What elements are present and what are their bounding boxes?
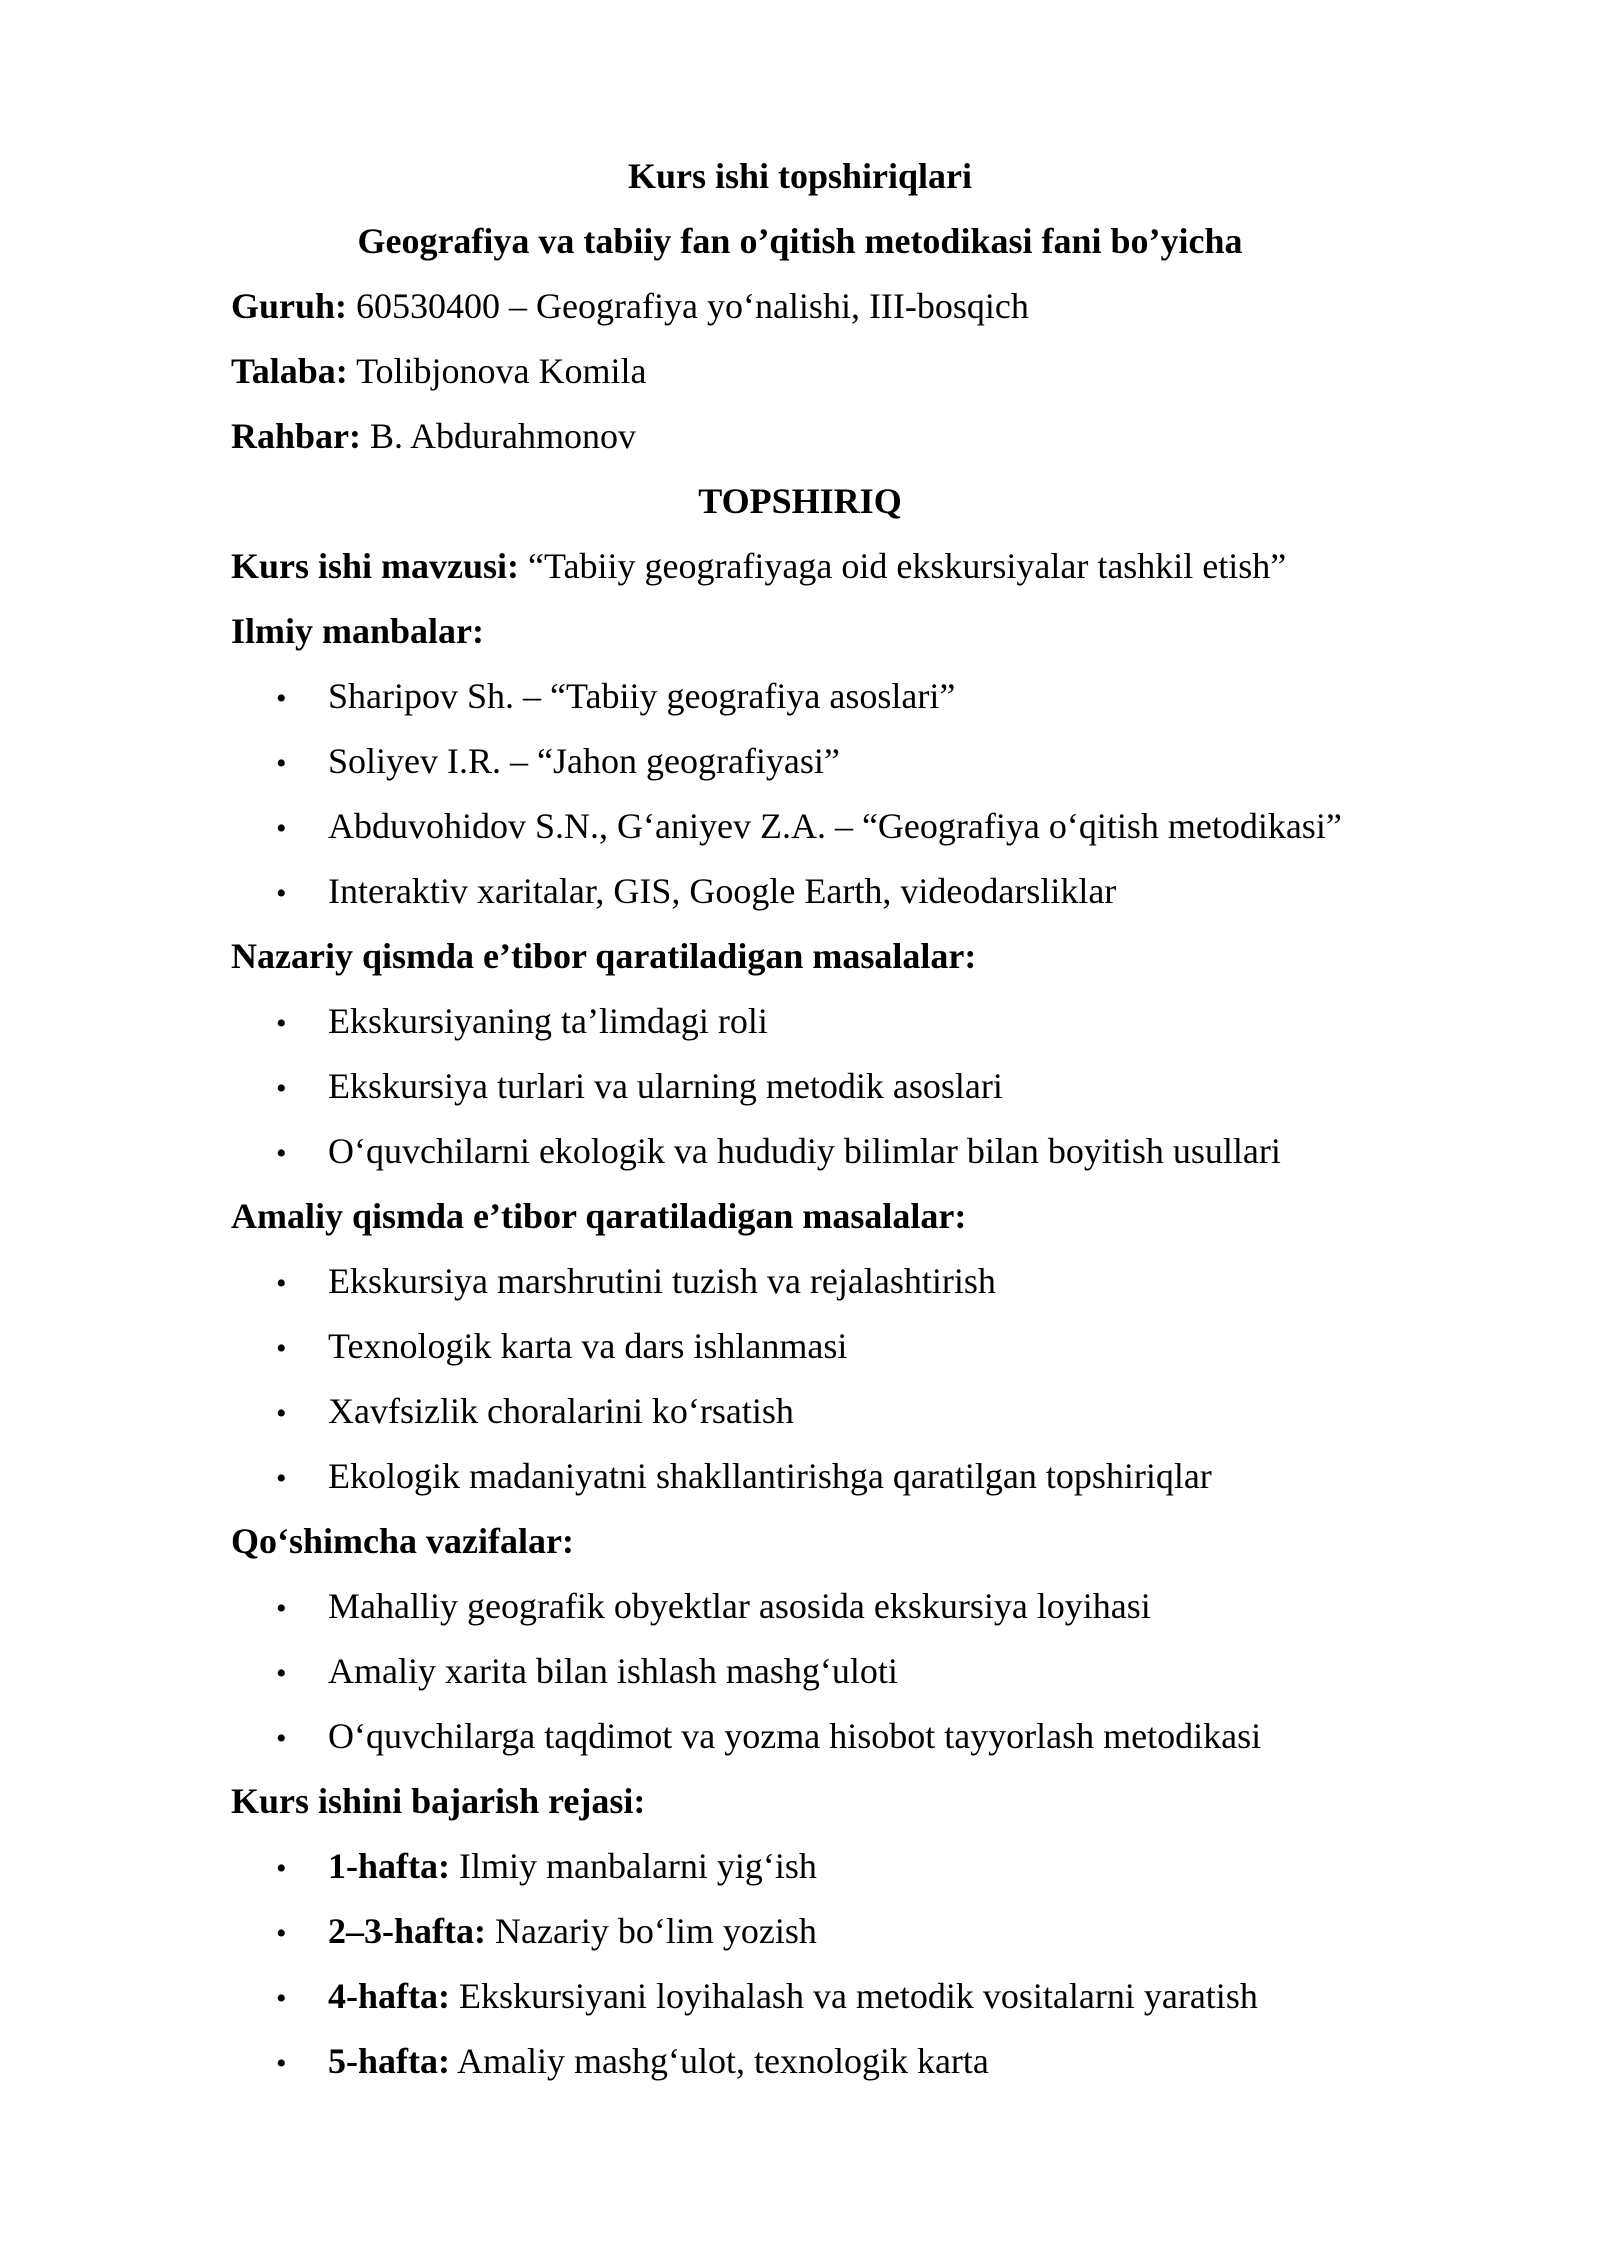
bullet-icon: • — [276, 682, 287, 715]
plan-text: Ilmiy manbalarni yig‘ish — [449, 1846, 817, 1886]
bullet-icon: • — [276, 1137, 287, 1170]
student-value: Tolibjonova Komila — [347, 351, 647, 391]
plan-item — [276, 1909, 817, 1956]
group-label: Guruh: — [231, 286, 348, 326]
plan-text: Amaliy mashg‘ulot, texnologik karta — [449, 2041, 989, 2081]
plan-item — [276, 1844, 817, 1891]
bullet-icon: • — [276, 1852, 287, 1885]
list-item: • Ekskursiyaning ta’limdagi roli — [276, 999, 768, 1046]
bullet-icon: • — [276, 877, 287, 910]
list-item: • Texnologik karta va dars ishlanmasi — [276, 1324, 847, 1371]
bullet-icon: • — [276, 2047, 287, 2080]
bullet-icon: • — [276, 1072, 287, 1105]
task-heading: TOPSHIRIQ — [698, 481, 902, 521]
list-item: • Amaliy xarita bilan ishlash mashg‘uloti — [276, 1649, 898, 1696]
plan-text: Ekskursiyani loyihalash va metodik vositalarni yaratish — [449, 1976, 1258, 2016]
topic-line — [231, 544, 1286, 588]
list-item: • Ekskursiya turlari va ularning metodik asoslari — [276, 1064, 1003, 1111]
list-item: • O‘quvchilarga taqdimot va yozma hisobot tayyorlash metodikasi — [276, 1714, 1261, 1761]
list-item: • Xavfsizlik choralarini ko‘rsatish — [276, 1389, 794, 1436]
bullet-icon: • — [276, 1722, 287, 1755]
list-item: • O‘quvchilarni ekologik va hududiy bilimlar bilan boyitish usullari — [276, 1129, 1281, 1176]
bullet-icon: • — [276, 1462, 287, 1495]
supervisor-label: Rahbar: — [231, 416, 362, 456]
group-line — [231, 284, 1029, 328]
extra-heading: Qo‘shimcha vazifalar: — [231, 1521, 574, 1561]
list-item: • Ekskursiya marshrutini tuzish va rejalashtirish — [276, 1259, 996, 1306]
practice-heading: Amaliy qismda e’tibor qaratiladigan masalalar: — [231, 1196, 967, 1236]
sources-heading: Ilmiy manbalar: — [231, 611, 485, 651]
supervisor-value: B. Abdurahmonov — [361, 416, 637, 456]
document-title: Kurs ishi topshiriqlari — [627, 156, 973, 196]
plan-item — [276, 1974, 1258, 2021]
list-item: • Sharipov Sh. – “Tabiiy geografiya asoslari” — [276, 674, 955, 721]
plan-week: 4-hafta: — [328, 1976, 450, 2016]
bullet-icon: • — [276, 1592, 287, 1625]
list-item: • Soliyev I.R. – “Jahon geografiyasi” — [276, 739, 840, 786]
student-label: Talaba: — [231, 351, 348, 391]
bullet-icon: • — [276, 1332, 287, 1365]
list-item: • Interaktiv xaritalar, GIS, Google Earth, videodarsliklar — [276, 869, 1116, 916]
topic-value: “Tabiiy geografiyaga oid ekskursiyalar tashkil etish” — [519, 546, 1287, 586]
group-value: 60530400 – Geografiya yo‘nalishi, III-bosqich — [347, 286, 1029, 326]
list-item: • Abduvohidov S.N., G‘aniyev Z.A. – “Geografiya o‘qitish metodikasi” — [276, 804, 1342, 851]
plan-item — [276, 2039, 989, 2086]
document-subtitle: Geografiya va tabiiy fan o’qitish metodikasi fani bo’yicha — [357, 221, 1243, 261]
topic-label: Kurs ishi mavzusi: — [231, 546, 520, 586]
plan-text: Nazariy bo‘lim yozish — [485, 1911, 817, 1951]
plan-heading: Kurs ishini bajarish rejasi: — [231, 1781, 646, 1821]
bullet-icon: • — [276, 747, 287, 780]
supervisor-line — [231, 414, 636, 458]
bullet-icon: • — [276, 1007, 287, 1040]
bullet-icon: • — [276, 1267, 287, 1300]
bullet-icon: • — [276, 1982, 287, 2015]
student-line — [231, 349, 647, 393]
list-item: • Mahalliy geografik obyektlar asosida ekskursiya loyihasi — [276, 1584, 1151, 1631]
plan-week: 2–3-hafta: — [328, 1911, 486, 1951]
bullet-icon: • — [276, 1397, 287, 1430]
list-item: • Ekologik madaniyatni shakllantirishga qaratilgan topshiriqlar — [276, 1454, 1212, 1501]
theory-heading: Nazariy qismda e’tibor qaratiladigan masalalar: — [231, 936, 977, 976]
bullet-icon: • — [276, 812, 287, 845]
plan-week: 5-hafta: — [328, 2041, 450, 2081]
bullet-icon: • — [276, 1657, 287, 1690]
bullet-icon: • — [276, 1917, 287, 1950]
plan-week: 1-hafta: — [328, 1846, 450, 1886]
